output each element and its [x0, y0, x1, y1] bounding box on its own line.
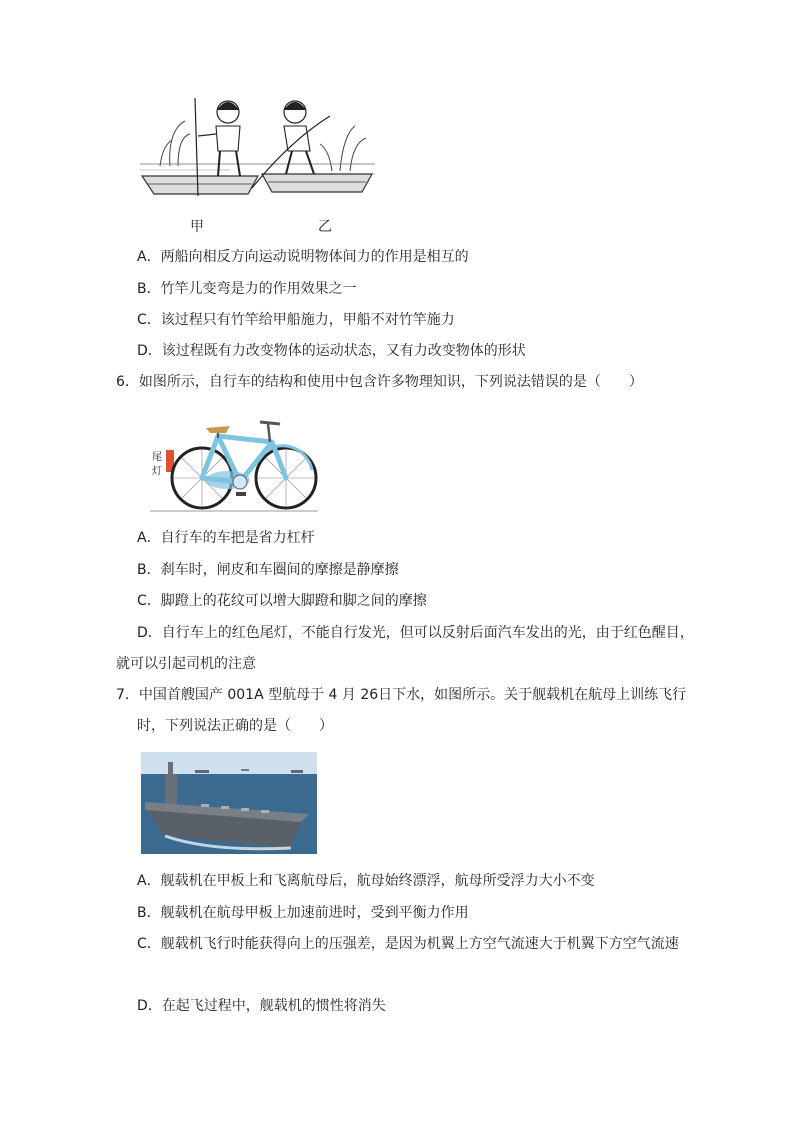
tail-light-label-2: 灯 [152, 466, 162, 477]
q7-stem-line2: 时，下列说法正确的是（ ） [137, 718, 333, 734]
aircraft-carrier-photo [141, 752, 317, 854]
q7-option-b: B．舰载机在航母甲板上加速前进时，受到平衡力作用 [137, 905, 469, 921]
boats-figure [140, 96, 375, 206]
q6-stem: 6．如图所示，自行车的结构和使用中包含许多物理知识，下列说法错误的是（ ） [116, 374, 643, 390]
q7-option-d: D．在起飞过程中，舰载机的惯性将消失 [137, 998, 386, 1014]
q6-option-b: B．刹车时，闸皮和车圈间的摩擦是静摩擦 [137, 562, 399, 578]
tail-light-label-1: 尾 [152, 452, 162, 463]
q5-option-d: D．该过程既有力改变物体的运动状态，又有力改变物体的形状 [137, 343, 526, 359]
q5-option-a: A．两船向相反方向运动说明物体间力的作用是相互的 [137, 249, 469, 265]
boat-label-yi: 乙 [318, 219, 332, 235]
boat-label-jia: 甲 [190, 219, 204, 235]
q5-option-b: B．竹竿儿变弯是力的作用效果之一 [137, 281, 357, 297]
q6-option-d: D．自行车上的红色尾灯，不能自行发光，但可以反射后面汽车发出的光，由于红色醒目， [137, 625, 694, 641]
q6-option-d-continued: 就可以引起司机的注意 [116, 656, 256, 672]
q7-option-a: A．舰载机在甲板上和飞离航母后，航母始终漂浮，航母所受浮力大小不变 [137, 873, 595, 889]
q7-option-c: C．舰载机飞行时能获得向上的压强差，是因为机翼上方空气流速大于机翼下方空气流速 [137, 936, 679, 952]
bicycle-figure [140, 406, 318, 514]
q7-stem-line1: 7．中国首艘国产 001A 型航母于 4 月 26日下水，如图所示。关于舰载机在航母上训练飞行 [116, 687, 687, 703]
q6-option-a: A．自行车的车把是省力杠杆 [137, 530, 315, 546]
q6-option-c: C．脚蹬上的花纹可以增大脚蹬和脚之间的摩擦 [137, 593, 427, 609]
q5-option-c: C．该过程只有竹竿给甲船施力，甲船不对竹竿施力 [137, 312, 455, 328]
